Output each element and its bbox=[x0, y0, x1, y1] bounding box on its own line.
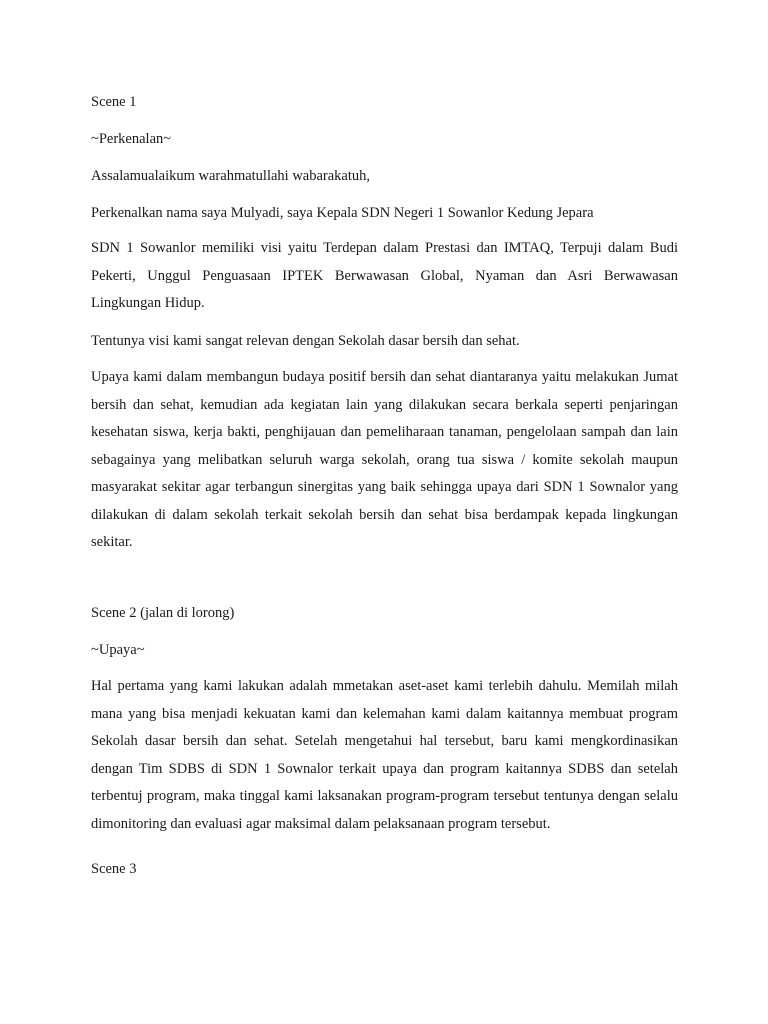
scene1-vision-paragraph: SDN 1 Sowanlor memiliki visi yaitu Terdepan dalam Prestasi dan IMTAQ, Terpuji dalam Budi Pekerti, Unggul Penguasaan IPTEK Berwawasan Global, Nyaman dan Asri Berwawasan Lingkungan Hidup. bbox=[91, 240, 678, 311]
scene1-relevance: Tentunya visi kami sangat relevan dengan Sekolah dasar bersih dan sehat. bbox=[91, 333, 520, 349]
scene1-subtitle: ~Perkenalan~ bbox=[91, 131, 172, 147]
scene2-body-paragraph: Hal pertama yang kami lakukan adalah mmetakan aset-aset kami terlebih dahulu. Memilah milah mana yang bisa menjadi kekuatan kami dan kelemahan kami dalam kaitannya membuat program Sekolah dasar bersih dan sehat. Setelah mengetahui hal tersebut, baru kami mengkordinasikan dengan Tim SDBS di SDN 1 Sownalor terkait upaya dan program kaitannya SDBS dan setelah terbentuj program, maka tinggal kami laksanakan program-program tersebut tentunya dengan selalu dimonitoring dan evaluasi agar maksimal dalam pelaksanaan program tersebut. bbox=[91, 678, 678, 832]
scene2-heading: Scene 2 (jalan di lorong) bbox=[91, 605, 235, 621]
scene1-efforts-paragraph: Upaya kami dalam membangun budaya positif bersih dan sehat diantaranya yaitu melakukan Jumat bersih dan sehat, kemudian ada kegiatan lain yang dilakukan secara berkala seperti penjaringan kesehatan siswa, kerja bakti, penghijauan dan pemeliharaan tanaman, pengelolaan sampah dan lain sebagainya yang melibatkan seluruh warga sekolah, orang tua siswa / komite sekolah maupun masyarakat sekitar agar terbangun sinergitas yang baik sehingga upaya dari SDN 1 Sownalor yang dilakukan di dalam sekolah terkait sekolah bersih dan sehat bisa berdampak kepada lingkungan sekitar. bbox=[91, 369, 678, 550]
scene1-intro: Perkenalkan nama saya Mulyadi, saya Kepala SDN Negeri 1 Sowanlor Kedung Jepara bbox=[91, 205, 594, 221]
scene1-heading: Scene 1 bbox=[91, 94, 137, 110]
scene1-greeting: Assalamualaikum warahmatullahi wabarakatuh, bbox=[91, 168, 371, 184]
scene2-subtitle: ~Upaya~ bbox=[91, 642, 145, 658]
scene3-heading: Scene 3 bbox=[91, 861, 137, 877]
